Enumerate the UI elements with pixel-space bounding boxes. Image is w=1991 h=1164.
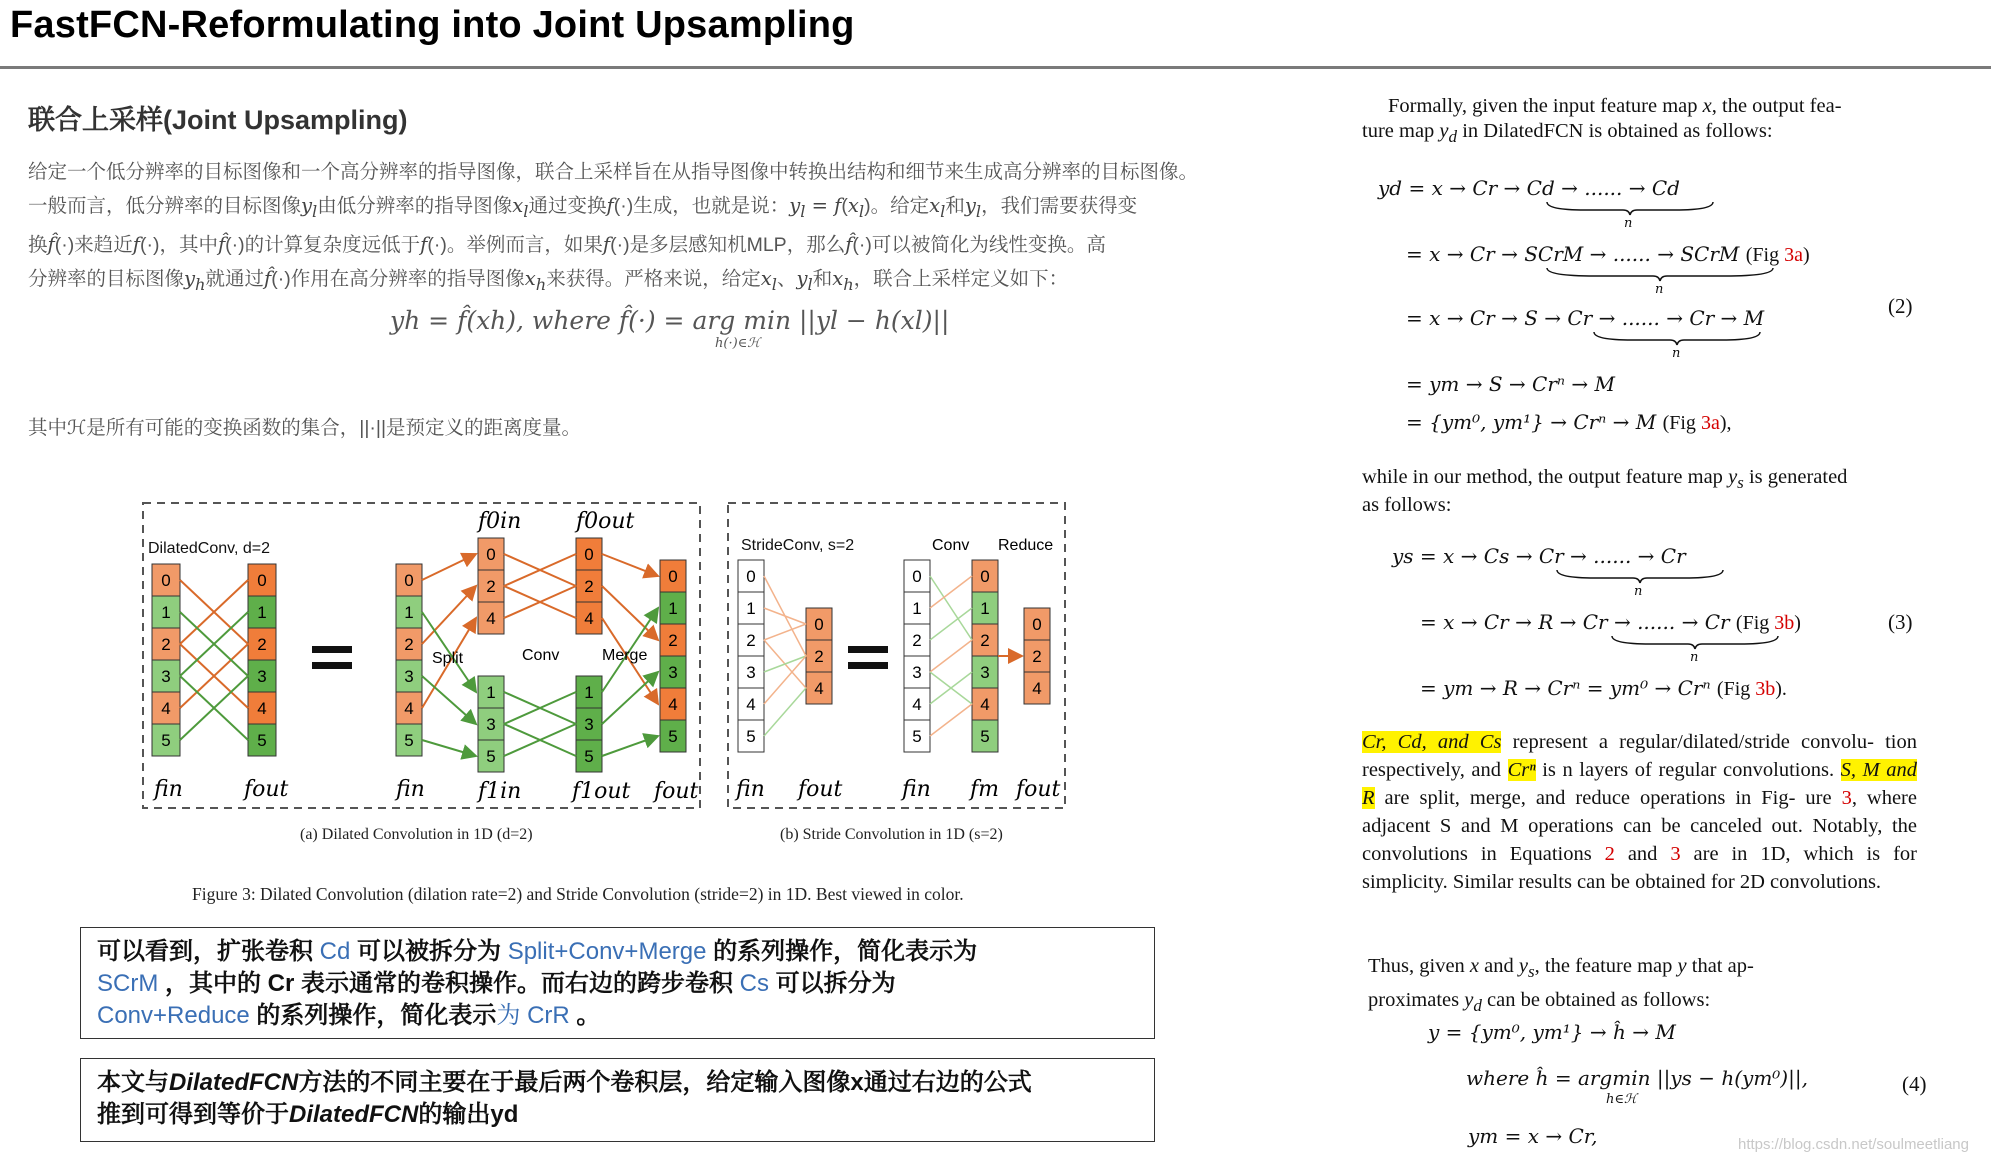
- svg-text:0: 0: [404, 571, 414, 590]
- svg-text:1: 1: [161, 603, 171, 622]
- joint-upsampling-formula: yh = f̂(xh), where f̂(·) = arg min ||yl − h(xl)|| h(·)∈ℋ: [390, 306, 950, 351]
- svg-text:5: 5: [912, 727, 922, 746]
- convolution-figure: [140, 498, 1080, 818]
- svg-text:0: 0: [668, 567, 678, 586]
- figure-caption: Figure 3: Dilated Convolution (dilation rate=2) and Stride Convolution (stride=2) in 1D. Best viewed in color.: [192, 884, 964, 904]
- svg-text:3: 3: [257, 667, 267, 686]
- eq3-line2: = x → Cr → R → Cr → ...... → Cr (Fig 3b): [1420, 610, 1801, 634]
- svg-text:1: 1: [746, 599, 756, 618]
- eq4-line2: where ĥ = argmin ||ys − h(ym⁰)||,: [1466, 1066, 1808, 1090]
- svg-text:2: 2: [980, 631, 990, 650]
- svg-text:2: 2: [161, 635, 171, 654]
- svg-text:5: 5: [584, 747, 594, 766]
- eq3-number: (3): [1888, 610, 1913, 634]
- dilated-fout-column: [248, 564, 276, 756]
- svg-text:0: 0: [746, 567, 756, 586]
- f0in-column: [478, 538, 504, 634]
- stride-fout-column: [806, 608, 832, 704]
- svg-text:4: 4: [404, 699, 414, 718]
- svg-text:2: 2: [814, 647, 824, 666]
- svg-text:5: 5: [980, 727, 990, 746]
- svg-text:1: 1: [668, 599, 678, 618]
- label-fout-reduce: fout: [1016, 777, 1061, 802]
- svg-text:3: 3: [980, 663, 990, 682]
- reduce-label: Reduce: [998, 537, 1054, 554]
- eq2-line2: = x → Cr → SCrM → ...... → SCrM (Fig 3a): [1406, 242, 1810, 266]
- svg-text:3: 3: [404, 667, 414, 686]
- reduce-conv-lines: [930, 576, 972, 736]
- eq4-sub: h∈ℋ: [1606, 1092, 1637, 1107]
- eq3-line3: = ym → R → Crⁿ = ym⁰ → Crⁿ (Fig 3b).: [1420, 676, 1787, 700]
- svg-text:5: 5: [404, 731, 414, 750]
- right-method-paragraph: while in our method, the output feature map $y_s$ is generated: [1362, 466, 1848, 493]
- svg-text:2: 2: [486, 577, 496, 596]
- svg-text:2: 2: [257, 635, 267, 654]
- svg-text:4: 4: [1032, 679, 1042, 698]
- eq2-line4: = ym → S → Crⁿ → M: [1406, 372, 1615, 396]
- label-fin-a: fin: [154, 777, 183, 802]
- svg-text:1: 1: [486, 683, 496, 702]
- svg-text:0: 0: [486, 545, 496, 564]
- title-divider: [0, 66, 1991, 69]
- label-fout-merge: fout: [654, 779, 699, 804]
- stride-connections: [764, 576, 806, 736]
- svg-text:4: 4: [584, 609, 594, 628]
- split-fin-column: [396, 564, 422, 756]
- svg-text:3: 3: [584, 715, 594, 734]
- svg-text:5: 5: [486, 747, 496, 766]
- merge-fout-column: [660, 560, 686, 752]
- label-fm: fm: [970, 777, 1000, 802]
- intro-paragraph: 给定一个低分辨率的目标图像和一个高分辨率的指导图像，联合上采样旨在从指导图像中转换出结构和细节来生成高分辨率的目标图像。 一般而言，低分辨率的目标图像$y_l$由低分辨率的指导图像$x_l$通过变换f(·)生成，也就是说：$y_l = f(x_l)$。给定$x_l$和$y_l$，我们需要获得变 换f̂(·)来趋近f(·)，其中f̂(·)的计算复杂度远低于f(·)。举例而言，如果f(·)是多层感知机MLP，那么f̂(·)可以被简化为线性变换。高 分辨率的目标图像$y_h$就通过f̂(·)作用在高分辨率的指导图像$x_h$来获得。严格来说，给定$x_l$、$y_l$和$x_h$，联合上采样定义如下：: [28, 161, 1199, 294]
- svg-text:2: 2: [912, 631, 922, 650]
- svg-text:5: 5: [668, 727, 678, 746]
- eq4-number: (4): [1902, 1072, 1927, 1096]
- svg-text:3: 3: [161, 667, 171, 686]
- svg-text:4: 4: [746, 695, 756, 714]
- svg-text:5: 5: [746, 727, 756, 746]
- conv-label-b: Conv: [932, 537, 970, 554]
- svg-text:1: 1: [912, 599, 922, 618]
- fm-column: [972, 560, 998, 752]
- svg-text:1: 1: [980, 599, 990, 618]
- svg-text:5: 5: [161, 731, 171, 750]
- right-intro-paragraph: Formally, given the input feature map x, the output fea-: [1388, 95, 1842, 117]
- eq2-line5: = {ym⁰, ym¹} → Crⁿ → M (Fig 3a),: [1406, 410, 1732, 434]
- stride-conv-label: StrideConv, s=2: [741, 537, 855, 554]
- svg-text:2: 2: [668, 631, 678, 650]
- note-box-split: 可以看到，扩张卷积 Cd 可以被拆分为 Split+Conv+Merge 的系列操作，简化表示为 SCrM ，其中的 Cr 表示通常的卷积操作。而右边的跨步卷积 Cs 可以拆分为 Conv+Reduce 的系列操作，简化表示为 CrR 。: [80, 927, 1155, 1039]
- conv-label: Conv: [522, 647, 560, 664]
- svg-text:4: 4: [486, 609, 496, 628]
- svg-text:0: 0: [1032, 615, 1042, 634]
- svg-text:4: 4: [668, 695, 678, 714]
- label-fout-a: fout: [244, 777, 289, 802]
- reduce-fin-column: [904, 560, 930, 752]
- svg-text:0: 0: [814, 615, 824, 634]
- dilated-fin-column: [152, 564, 180, 756]
- svg-text:5: 5: [257, 731, 267, 750]
- eq2-line1: yd = x → Cr → Cd → ...... → Cd: [1378, 176, 1680, 200]
- svg-text:4: 4: [161, 699, 171, 718]
- label-f0in: f0in: [478, 509, 522, 534]
- equals-sign-a: [312, 646, 352, 653]
- svg-text:0: 0: [912, 567, 922, 586]
- svg-text:1: 1: [257, 603, 267, 622]
- svg-text:0: 0: [257, 571, 267, 590]
- dilated-connections: [180, 580, 248, 740]
- label-fin-b: fin: [736, 777, 765, 802]
- svg-text:0: 0: [980, 567, 990, 586]
- equals-sign-b: [848, 646, 888, 653]
- split-label: Split: [432, 650, 464, 667]
- svg-text:2: 2: [404, 635, 414, 654]
- caption-a: (a) Dilated Convolution in 1D (d=2): [300, 826, 533, 843]
- svg-text:2: 2: [746, 631, 756, 650]
- svg-text:0: 0: [584, 545, 594, 564]
- svg-text:1: 1: [584, 683, 594, 702]
- right-definitions-paragraph: Cr, Cd, and Cs represent a regular/dilated/stride convolu- tion respectively, and Crⁿ is n layers of regular convolutions. S, M and R are split, merge, and reduce operations in Fig- ure 3, where adjacent S and M operations can be canceled out. Notably, the convolutions in Equations 2 and 3 are in 1D, which is for simplicity. Similar results can be obtained for 2D convolutions.: [1362, 731, 1918, 893]
- hypothesis-space-note: 其中ℋ是所有可能的变换函数的集合，||·||是预定义的距离度量。: [28, 417, 582, 439]
- page-title: FastFCN-Reformulating into Joint Upsampling: [10, 4, 855, 46]
- eq4-line1: y = {ym⁰, ym¹} → ĥ → M: [1428, 1020, 1676, 1044]
- f1out-column: [576, 676, 602, 772]
- eq3-line1: ys = x → Cs → Cr → ...... → Cr: [1392, 544, 1686, 568]
- label-fin-reduce: fin: [902, 777, 931, 802]
- watermark: https://blog.csdn.net/soulmeetliang: [1738, 1136, 1969, 1153]
- svg-text:3: 3: [668, 663, 678, 682]
- right-approx-paragraph: Thus, given x and $y_s$, the feature map y that ap- proximates $y_d$ can be obtained as follows:: [1368, 955, 1754, 1016]
- svg-text:3: 3: [486, 715, 496, 734]
- f1in-column: [478, 676, 504, 772]
- formula-subscript: h(·)∈ℋ: [715, 336, 761, 351]
- svg-text:0: 0: [161, 571, 171, 590]
- eq2-number: (2): [1888, 294, 1913, 318]
- svg-text:3: 3: [912, 663, 922, 682]
- merge-label: Merge: [602, 647, 648, 664]
- f0out-column: [576, 538, 602, 634]
- label-f0out: f0out: [576, 509, 635, 534]
- reduce-fout-column: [1024, 608, 1050, 704]
- label-f1out: f1out: [572, 779, 631, 804]
- section-heading: 联合上采样(Joint Upsampling): [28, 105, 408, 135]
- eq2-brace1: [1545, 200, 1715, 216]
- svg-text:4: 4: [912, 695, 922, 714]
- eq4-line3: ym = x → Cr,: [1468, 1124, 1598, 1148]
- svg-text:2: 2: [1032, 647, 1042, 666]
- dilated-conv-label: DilatedConv, d=2: [148, 540, 270, 557]
- label-fout-b: fout: [798, 777, 843, 802]
- note-box-diff: 本文与DilatedFCN方法的不同主要在于最后两个卷积层，给定输入图像x通过右边的公式 推到可得到等价于DilatedFCN的输出yd: [80, 1058, 1155, 1142]
- stride-fin-column: [738, 560, 764, 752]
- svg-text:4: 4: [980, 695, 990, 714]
- svg-text:4: 4: [257, 699, 267, 718]
- eq2-line3: = x → Cr → S → Cr → ...... → Cr → M: [1406, 306, 1765, 330]
- svg-text:3: 3: [746, 663, 756, 682]
- label-fin-split: fin: [396, 777, 425, 802]
- svg-text:4: 4: [814, 679, 824, 698]
- label-f1in: f1in: [478, 779, 522, 804]
- svg-text:2: 2: [584, 577, 594, 596]
- caption-b: (b) Stride Convolution in 1D (s=2): [780, 826, 1003, 843]
- svg-text:1: 1: [404, 603, 414, 622]
